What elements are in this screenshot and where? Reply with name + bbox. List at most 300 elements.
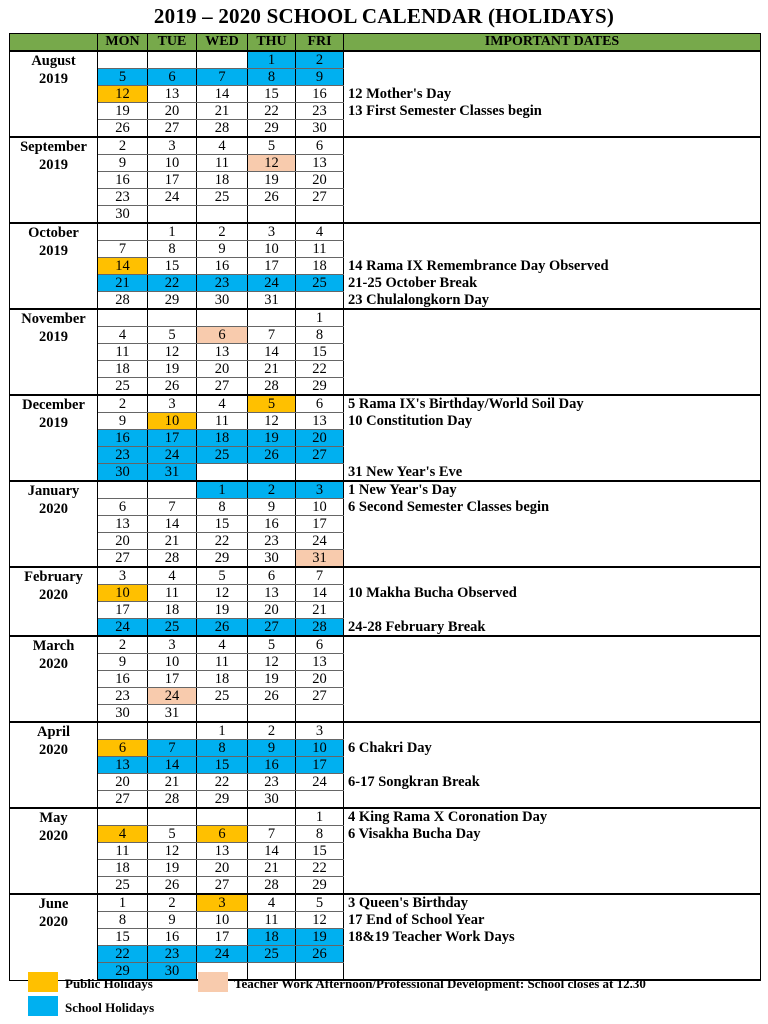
day-cell-thu: 31 bbox=[248, 292, 296, 310]
day-cell-fri: 20 bbox=[296, 172, 344, 189]
day-cell-wed: 23 bbox=[197, 275, 248, 292]
month-name: November bbox=[21, 311, 86, 327]
day-cell-thu: 21 bbox=[248, 860, 296, 877]
important-date-entry bbox=[344, 516, 761, 533]
day-cell-thu: 24 bbox=[248, 275, 296, 292]
day-cell-mon: 20 bbox=[98, 774, 148, 791]
day-cell-tue: 29 bbox=[148, 292, 197, 310]
day-cell-thu: 12 bbox=[248, 413, 296, 430]
calendar-header-row bbox=[10, 34, 761, 52]
day-cell-wed bbox=[197, 309, 248, 327]
day-cell-wed: 22 bbox=[197, 774, 248, 791]
day-cell-tue: 31 bbox=[148, 464, 197, 482]
day-cell-fri: 15 bbox=[296, 344, 344, 361]
day-cell-tue: 11 bbox=[148, 585, 197, 602]
month-block-september bbox=[10, 137, 761, 223]
day-cell-tue: 19 bbox=[148, 361, 197, 378]
day-cell-tue: 28 bbox=[148, 791, 197, 809]
day-cell-mon: 28 bbox=[98, 292, 148, 310]
important-date-entry bbox=[344, 241, 761, 258]
day-cell-wed: 5 bbox=[197, 567, 248, 585]
week-row bbox=[10, 585, 761, 602]
day-cell-mon: 16 bbox=[98, 430, 148, 447]
day-cell-thu bbox=[248, 808, 296, 826]
day-cell-thu: 28 bbox=[248, 378, 296, 396]
day-cell-mon: 6 bbox=[98, 740, 148, 757]
week-row bbox=[10, 619, 761, 637]
day-cell-thu: 15 bbox=[248, 86, 296, 103]
day-cell-wed: 18 bbox=[197, 172, 248, 189]
day-cell-thu: 7 bbox=[248, 826, 296, 843]
day-cell-fri: 27 bbox=[296, 688, 344, 705]
day-cell-tue bbox=[148, 206, 197, 224]
day-cell-tue: 5 bbox=[148, 826, 197, 843]
day-cell-fri: 20 bbox=[296, 671, 344, 688]
day-cell-thu: 23 bbox=[248, 774, 296, 791]
day-cell-fri: 11 bbox=[296, 241, 344, 258]
day-cell-fri: 1 bbox=[296, 808, 344, 826]
week-row bbox=[10, 774, 761, 791]
day-cell-mon: 25 bbox=[98, 378, 148, 396]
important-date-entry bbox=[344, 361, 761, 378]
day-cell-thu: 2 bbox=[248, 722, 296, 740]
day-cell-thu: 25 bbox=[248, 946, 296, 963]
important-date-entry bbox=[344, 946, 761, 963]
day-cell-mon: 2 bbox=[98, 395, 148, 413]
day-cell-fri: 13 bbox=[296, 413, 344, 430]
important-date-entry bbox=[344, 567, 761, 585]
day-cell-mon: 18 bbox=[98, 361, 148, 378]
day-cell-wed: 8 bbox=[197, 499, 248, 516]
day-cell-mon: 22 bbox=[98, 946, 148, 963]
day-cell-fri: 26 bbox=[296, 946, 344, 963]
day-cell-mon: 1 bbox=[98, 894, 148, 912]
header-wed: WED bbox=[197, 34, 248, 52]
day-cell-mon: 19 bbox=[98, 103, 148, 120]
week-row bbox=[10, 860, 761, 877]
month-name: March bbox=[32, 638, 75, 654]
header-blank bbox=[10, 34, 98, 52]
legend bbox=[0, 968, 768, 1024]
day-cell-thu: 14 bbox=[248, 843, 296, 860]
important-date-entry: 3 Queen's Birthday bbox=[344, 894, 761, 912]
day-cell-wed bbox=[197, 464, 248, 482]
week-row bbox=[10, 671, 761, 688]
day-cell-wed: 19 bbox=[197, 602, 248, 619]
important-date-entry: 6 Visakha Bucha Day bbox=[344, 826, 761, 843]
important-date-entry: 18&19 Teacher Work Days bbox=[344, 929, 761, 946]
day-cell-wed bbox=[197, 705, 248, 723]
day-cell-wed: 15 bbox=[197, 516, 248, 533]
day-cell-thu: 14 bbox=[248, 344, 296, 361]
week-row bbox=[10, 241, 761, 258]
day-cell-thu bbox=[248, 705, 296, 723]
day-cell-tue: 21 bbox=[148, 533, 197, 550]
day-cell-tue: 9 bbox=[148, 912, 197, 929]
month-name: April bbox=[36, 724, 71, 740]
important-date-entry bbox=[344, 688, 761, 705]
day-cell-mon: 7 bbox=[98, 241, 148, 258]
important-date-entry: 23 Chulalongkorn Day bbox=[344, 292, 761, 310]
month-label bbox=[10, 567, 98, 636]
teacher-work-swatch bbox=[198, 972, 228, 992]
month-name: October bbox=[28, 225, 79, 241]
day-cell-thu bbox=[248, 464, 296, 482]
day-cell-mon: 25 bbox=[98, 877, 148, 895]
day-cell-tue: 26 bbox=[148, 877, 197, 895]
important-date-entry bbox=[344, 51, 761, 69]
month-block-february bbox=[10, 567, 761, 636]
day-cell-wed: 24 bbox=[197, 946, 248, 963]
day-cell-wed: 29 bbox=[197, 550, 248, 568]
day-cell-wed: 11 bbox=[197, 413, 248, 430]
important-date-entry bbox=[344, 877, 761, 895]
day-cell-mon: 30 bbox=[98, 464, 148, 482]
day-cell-tue: 6 bbox=[148, 69, 197, 86]
day-cell-fri: 5 bbox=[296, 894, 344, 912]
day-cell-tue: 16 bbox=[148, 929, 197, 946]
day-cell-fri: 1 bbox=[296, 309, 344, 327]
day-cell-thu bbox=[248, 309, 296, 327]
month-name: May bbox=[39, 810, 68, 826]
day-cell-tue: 31 bbox=[148, 705, 197, 723]
header-fri: FRI bbox=[296, 34, 344, 52]
day-cell-wed: 15 bbox=[197, 757, 248, 774]
day-cell-wed: 10 bbox=[197, 912, 248, 929]
month-year: 2019 bbox=[39, 157, 68, 173]
day-cell-mon: 29 bbox=[98, 963, 148, 981]
important-date-entry bbox=[344, 671, 761, 688]
day-cell-fri: 23 bbox=[296, 103, 344, 120]
day-cell-thu: 1 bbox=[248, 51, 296, 69]
day-cell-mon bbox=[98, 223, 148, 241]
day-cell-thu: 9 bbox=[248, 499, 296, 516]
important-date-entry: 10 Makha Bucha Observed bbox=[344, 585, 761, 602]
day-cell-tue: 24 bbox=[148, 189, 197, 206]
day-cell-mon: 9 bbox=[98, 155, 148, 172]
day-cell-wed: 4 bbox=[197, 636, 248, 654]
day-cell-mon: 20 bbox=[98, 533, 148, 550]
day-cell-mon: 8 bbox=[98, 912, 148, 929]
day-cell-fri: 7 bbox=[296, 567, 344, 585]
week-row bbox=[10, 172, 761, 189]
day-cell-thu: 13 bbox=[248, 585, 296, 602]
month-block-august bbox=[10, 51, 761, 137]
legend-public-holidays: Public Holidays bbox=[65, 976, 153, 991]
week-row bbox=[10, 327, 761, 344]
day-cell-mon: 4 bbox=[98, 327, 148, 344]
calendar-table bbox=[9, 33, 761, 981]
day-cell-mon bbox=[98, 309, 148, 327]
week-row bbox=[10, 223, 761, 241]
week-row bbox=[10, 499, 761, 516]
day-cell-thu: 8 bbox=[248, 69, 296, 86]
week-row bbox=[10, 69, 761, 86]
day-cell-wed: 16 bbox=[197, 258, 248, 275]
month-label bbox=[10, 636, 98, 722]
day-cell-mon: 23 bbox=[98, 447, 148, 464]
important-date-entry bbox=[344, 309, 761, 327]
week-row bbox=[10, 395, 761, 413]
day-cell-tue: 10 bbox=[148, 155, 197, 172]
day-cell-fri: 22 bbox=[296, 361, 344, 378]
day-cell-wed: 21 bbox=[197, 103, 248, 120]
day-cell-tue: 4 bbox=[148, 567, 197, 585]
day-cell-mon: 5 bbox=[98, 69, 148, 86]
day-cell-thu: 16 bbox=[248, 757, 296, 774]
day-cell-thu: 5 bbox=[248, 137, 296, 155]
important-date-entry bbox=[344, 722, 761, 740]
week-row bbox=[10, 275, 761, 292]
day-cell-tue: 3 bbox=[148, 395, 197, 413]
day-cell-wed: 20 bbox=[197, 361, 248, 378]
week-row bbox=[10, 929, 761, 946]
day-cell-fri: 12 bbox=[296, 912, 344, 929]
month-label bbox=[10, 481, 98, 567]
day-cell-thu: 5 bbox=[248, 636, 296, 654]
day-cell-mon: 13 bbox=[98, 516, 148, 533]
day-cell-wed: 7 bbox=[197, 69, 248, 86]
month-label bbox=[10, 137, 98, 223]
important-date-entry: 6 Second Semester Classes begin bbox=[344, 499, 761, 516]
day-cell-mon: 17 bbox=[98, 602, 148, 619]
week-row bbox=[10, 808, 761, 826]
day-cell-tue: 10 bbox=[148, 413, 197, 430]
week-row bbox=[10, 344, 761, 361]
day-cell-mon: 2 bbox=[98, 137, 148, 155]
day-cell-tue: 10 bbox=[148, 654, 197, 671]
important-date-entry: 1 New Year's Day bbox=[344, 481, 761, 499]
day-cell-thu: 26 bbox=[248, 189, 296, 206]
day-cell-tue: 7 bbox=[148, 740, 197, 757]
important-date-entry bbox=[344, 636, 761, 654]
day-cell-fri: 6 bbox=[296, 137, 344, 155]
day-cell-mon bbox=[98, 481, 148, 499]
day-cell-fri: 3 bbox=[296, 722, 344, 740]
day-cell-fri: 15 bbox=[296, 843, 344, 860]
month-year: 2020 bbox=[39, 501, 68, 517]
important-date-entry bbox=[344, 757, 761, 774]
week-row bbox=[10, 378, 761, 396]
day-cell-tue: 5 bbox=[148, 327, 197, 344]
important-date-entry bbox=[344, 843, 761, 860]
day-cell-wed: 9 bbox=[197, 241, 248, 258]
day-cell-wed: 1 bbox=[197, 481, 248, 499]
header-important-dates: IMPORTANT DATES bbox=[344, 34, 761, 52]
day-cell-tue: 28 bbox=[148, 550, 197, 568]
day-cell-fri: 8 bbox=[296, 327, 344, 344]
day-cell-fri: 2 bbox=[296, 51, 344, 69]
day-cell-tue: 20 bbox=[148, 103, 197, 120]
day-cell-wed bbox=[197, 808, 248, 826]
day-cell-tue: 24 bbox=[148, 447, 197, 464]
school-holiday-swatch bbox=[28, 996, 58, 1016]
week-row bbox=[10, 120, 761, 138]
week-row bbox=[10, 464, 761, 482]
important-date-entry: 13 First Semester Classes begin bbox=[344, 103, 761, 120]
day-cell-thu: 18 bbox=[248, 929, 296, 946]
day-cell-thu: 27 bbox=[248, 619, 296, 637]
day-cell-mon: 12 bbox=[98, 86, 148, 103]
day-cell-fri bbox=[296, 292, 344, 310]
important-date-entry: 6 Chakri Day bbox=[344, 740, 761, 757]
day-cell-wed: 6 bbox=[197, 327, 248, 344]
day-cell-wed: 6 bbox=[197, 826, 248, 843]
day-cell-thu: 19 bbox=[248, 430, 296, 447]
day-cell-tue: 27 bbox=[148, 120, 197, 138]
day-cell-fri: 20 bbox=[296, 430, 344, 447]
day-cell-wed: 4 bbox=[197, 137, 248, 155]
important-date-entry bbox=[344, 223, 761, 241]
week-row bbox=[10, 361, 761, 378]
day-cell-fri: 6 bbox=[296, 636, 344, 654]
header-thu: THU bbox=[248, 34, 296, 52]
week-row bbox=[10, 155, 761, 172]
day-cell-mon: 3 bbox=[98, 567, 148, 585]
day-cell-wed: 1 bbox=[197, 722, 248, 740]
public-holiday-swatch bbox=[28, 972, 58, 992]
important-date-entry bbox=[344, 860, 761, 877]
day-cell-wed: 27 bbox=[197, 877, 248, 895]
month-block-may bbox=[10, 808, 761, 894]
day-cell-fri: 4 bbox=[296, 223, 344, 241]
week-row bbox=[10, 688, 761, 705]
day-cell-mon: 27 bbox=[98, 791, 148, 809]
day-cell-tue: 7 bbox=[148, 499, 197, 516]
day-cell-thu: 11 bbox=[248, 912, 296, 929]
month-name: December bbox=[22, 397, 85, 413]
day-cell-tue: 13 bbox=[148, 86, 197, 103]
month-label bbox=[10, 808, 98, 894]
day-cell-thu: 6 bbox=[248, 567, 296, 585]
day-cell-fri: 17 bbox=[296, 757, 344, 774]
day-cell-fri bbox=[296, 464, 344, 482]
day-cell-tue bbox=[148, 51, 197, 69]
day-cell-wed: 14 bbox=[197, 86, 248, 103]
day-cell-tue: 3 bbox=[148, 137, 197, 155]
day-cell-wed bbox=[197, 51, 248, 69]
day-cell-fri: 3 bbox=[296, 481, 344, 499]
week-row bbox=[10, 430, 761, 447]
important-date-entry bbox=[344, 206, 761, 224]
day-cell-wed: 18 bbox=[197, 430, 248, 447]
important-date-entry bbox=[344, 344, 761, 361]
month-name: January bbox=[27, 483, 80, 499]
day-cell-mon: 18 bbox=[98, 860, 148, 877]
month-year: 2019 bbox=[39, 243, 68, 259]
day-cell-mon: 21 bbox=[98, 275, 148, 292]
important-date-entry bbox=[344, 602, 761, 619]
week-row bbox=[10, 447, 761, 464]
day-cell-wed: 26 bbox=[197, 619, 248, 637]
day-cell-wed: 17 bbox=[197, 929, 248, 946]
week-row bbox=[10, 533, 761, 550]
week-row bbox=[10, 636, 761, 654]
day-cell-tue: 12 bbox=[148, 843, 197, 860]
important-date-entry: 17 End of School Year bbox=[344, 912, 761, 929]
month-label bbox=[10, 223, 98, 309]
week-row bbox=[10, 843, 761, 860]
important-date-entry bbox=[344, 533, 761, 550]
month-block-january bbox=[10, 481, 761, 567]
important-date-entry bbox=[344, 430, 761, 447]
day-cell-mon: 2 bbox=[98, 636, 148, 654]
day-cell-tue: 14 bbox=[148, 757, 197, 774]
week-row bbox=[10, 757, 761, 774]
day-cell-fri: 8 bbox=[296, 826, 344, 843]
day-cell-tue bbox=[148, 808, 197, 826]
day-cell-wed: 4 bbox=[197, 395, 248, 413]
day-cell-thu: 7 bbox=[248, 327, 296, 344]
day-cell-tue: 25 bbox=[148, 619, 197, 637]
important-date-entry bbox=[344, 705, 761, 723]
day-cell-thu: 12 bbox=[248, 654, 296, 671]
week-row bbox=[10, 258, 761, 275]
day-cell-wed: 22 bbox=[197, 533, 248, 550]
important-date-entry bbox=[344, 172, 761, 189]
day-cell-wed: 29 bbox=[197, 791, 248, 809]
important-date-entry: 10 Constitution Day bbox=[344, 413, 761, 430]
day-cell-mon: 16 bbox=[98, 172, 148, 189]
day-cell-wed: 8 bbox=[197, 740, 248, 757]
day-cell-mon: 30 bbox=[98, 206, 148, 224]
important-date-entry: 21-25 October Break bbox=[344, 275, 761, 292]
day-cell-mon: 23 bbox=[98, 688, 148, 705]
day-cell-fri: 31 bbox=[296, 550, 344, 568]
week-row bbox=[10, 946, 761, 963]
day-cell-wed bbox=[197, 206, 248, 224]
day-cell-thu: 2 bbox=[248, 481, 296, 499]
week-row bbox=[10, 912, 761, 929]
week-row bbox=[10, 516, 761, 533]
day-cell-fri: 10 bbox=[296, 499, 344, 516]
month-block-november bbox=[10, 309, 761, 395]
month-label bbox=[10, 51, 98, 137]
important-date-entry bbox=[344, 137, 761, 155]
day-cell-thu: 21 bbox=[248, 361, 296, 378]
month-year: 2020 bbox=[39, 828, 68, 844]
week-row bbox=[10, 206, 761, 224]
week-row bbox=[10, 894, 761, 912]
day-cell-mon: 10 bbox=[98, 585, 148, 602]
day-cell-mon: 23 bbox=[98, 189, 148, 206]
day-cell-tue: 1 bbox=[148, 223, 197, 241]
day-cell-mon: 14 bbox=[98, 258, 148, 275]
month-year: 2020 bbox=[39, 742, 68, 758]
day-cell-tue: 30 bbox=[148, 963, 197, 981]
day-cell-tue: 17 bbox=[148, 430, 197, 447]
day-cell-mon: 27 bbox=[98, 550, 148, 568]
day-cell-tue: 23 bbox=[148, 946, 197, 963]
day-cell-tue bbox=[148, 309, 197, 327]
important-date-entry bbox=[344, 155, 761, 172]
day-cell-tue: 12 bbox=[148, 344, 197, 361]
week-row bbox=[10, 877, 761, 895]
day-cell-mon: 4 bbox=[98, 826, 148, 843]
month-year: 2020 bbox=[39, 914, 68, 930]
day-cell-fri: 13 bbox=[296, 654, 344, 671]
day-cell-fri: 14 bbox=[296, 585, 344, 602]
important-date-entry bbox=[344, 447, 761, 464]
day-cell-fri: 21 bbox=[296, 602, 344, 619]
week-row bbox=[10, 705, 761, 723]
week-row bbox=[10, 189, 761, 206]
month-year: 2019 bbox=[39, 71, 68, 87]
month-block-april bbox=[10, 722, 761, 808]
day-cell-fri bbox=[296, 206, 344, 224]
week-row bbox=[10, 309, 761, 327]
important-date-entry: 12 Mother's Day bbox=[344, 86, 761, 103]
